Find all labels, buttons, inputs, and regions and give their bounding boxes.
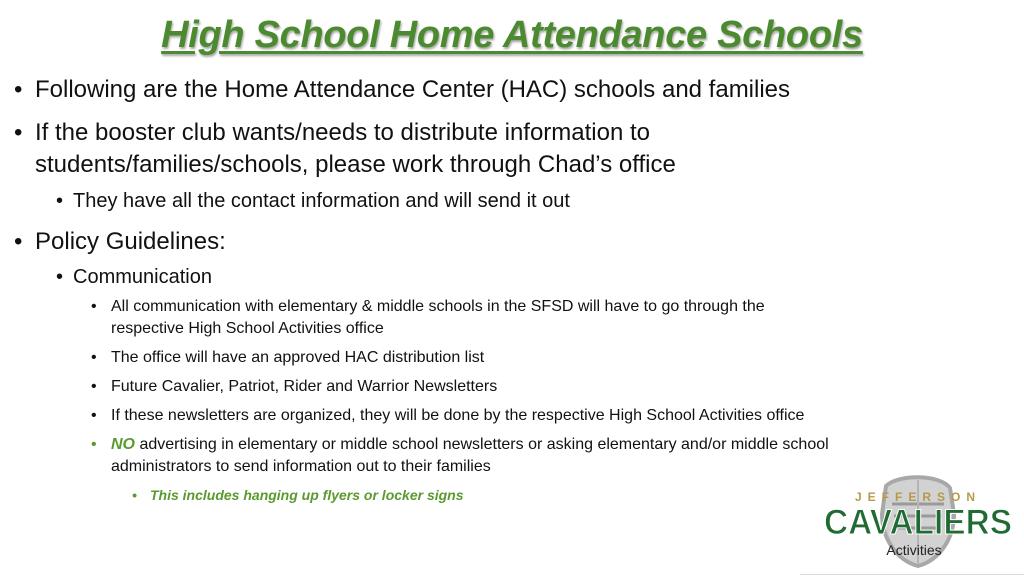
bullet-dot: • <box>91 298 97 315</box>
bullet-text: Policy Guidelines: <box>35 228 226 255</box>
bullet-text: Future Cavalier, Patriot, Rider and Warrior Newsletters <box>111 378 498 395</box>
bullet-text: They have all the contact information and will send it out <box>73 190 570 212</box>
bullet-newsletters-organized <box>91 405 805 427</box>
logo-sub-text: Activities <box>886 542 942 558</box>
bullet-dot: • <box>56 266 64 288</box>
logo-top-text: JEFFERSON <box>854 490 982 504</box>
logo-main-text: CAVALIERS <box>824 503 1012 542</box>
bullet-text-line2: respective High School Activities office <box>111 320 384 337</box>
bullet-dot: • <box>14 76 23 103</box>
bullet-dot: • <box>14 119 23 146</box>
bullet-dot: • <box>91 378 97 395</box>
footer-divider <box>800 574 1024 575</box>
bullet-no-advertising <box>91 434 829 478</box>
bullet-flyers <box>132 485 464 505</box>
slide-title: High School Home Attendance Schools <box>161 14 863 56</box>
bullet-text-line1: All communication with elementary & middle schools in the SFSD will have to go through the <box>111 298 765 315</box>
bullet-contact-info <box>56 188 570 214</box>
bullet-communication <box>56 264 212 290</box>
bullet-text: Following are the Home Attendance Center (HAC) schools and families <box>35 76 791 103</box>
bullet-text: Communication <box>73 266 212 288</box>
bullet-text: The office will have an approved HAC distribution list <box>111 349 485 366</box>
bullet-text-line1 <box>111 434 829 456</box>
bullet-text-line2: administrators to send information out to their families <box>111 458 491 475</box>
jefferson-cavaliers-logo <box>818 474 1018 570</box>
bullet-hac-intro <box>14 74 791 106</box>
bullet-dot: • <box>132 487 137 503</box>
bullet-text: If these newsletters are organized, they will be done by the respective High School Activities office <box>111 407 805 424</box>
bullet-text: This includes hanging up flyers or locker signs <box>150 487 464 503</box>
bullet-policy-guidelines <box>14 226 226 258</box>
bullet-text-line2: students/families/schools, please work through Chad’s office <box>35 151 676 178</box>
bullet-newsletters <box>91 376 498 398</box>
bullet-distribution-list <box>91 347 485 369</box>
bullet-dot: • <box>14 228 23 255</box>
bullet-all-communication <box>91 296 765 340</box>
bullet-dot: • <box>56 190 64 212</box>
bullet-dot: • <box>91 349 97 366</box>
bullet-dot: • <box>91 436 97 453</box>
bullet-booster-club <box>14 117 676 181</box>
bullet-dot: • <box>91 407 97 424</box>
no-emphasis: NO <box>111 436 135 453</box>
bullet-text-rest: advertising in elementary or middle school newsletters or asking elementary and/or middle school <box>135 436 829 453</box>
bullet-text-line1: If the booster club wants/needs to distribute information to <box>35 119 651 146</box>
